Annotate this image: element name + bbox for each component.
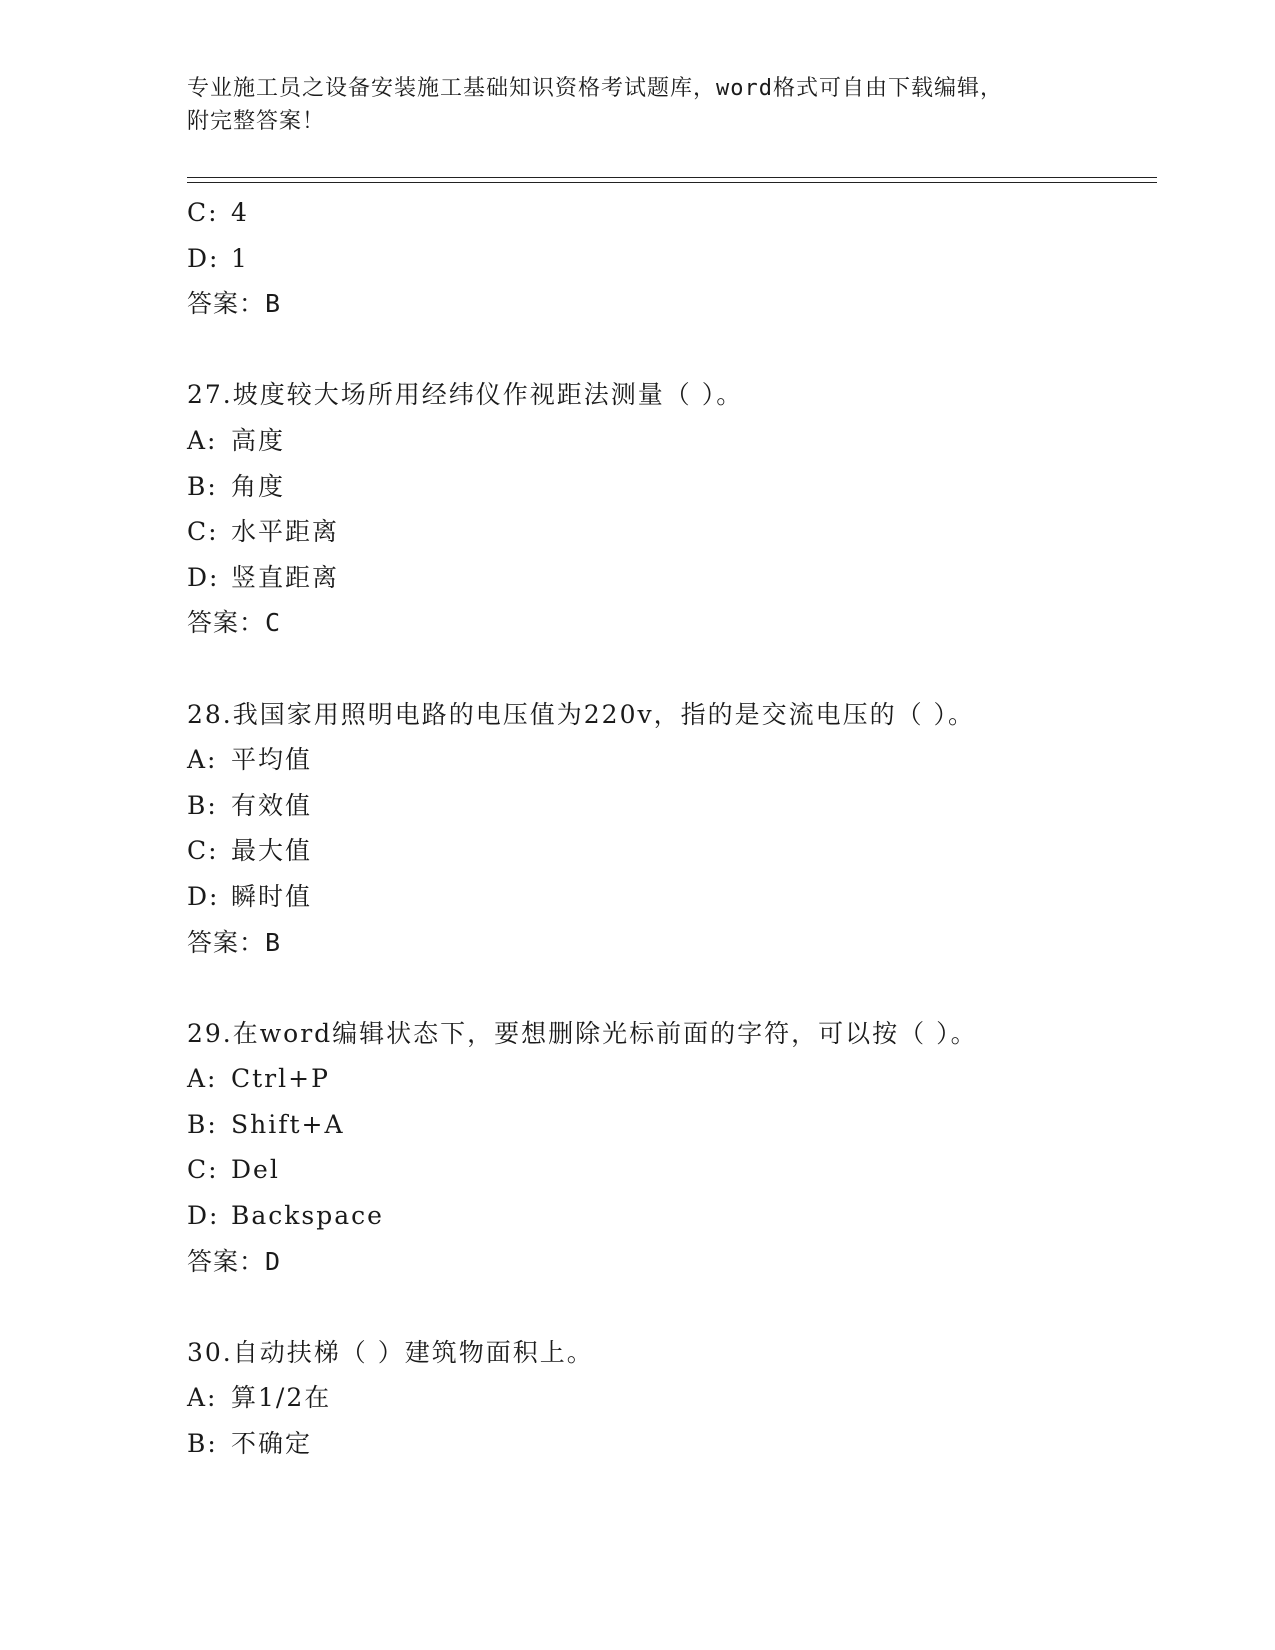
header-title-line-2: 附完整答案！ [187,109,326,134]
option-b [187,1102,1157,1148]
option-text: 竖直距离 [231,562,340,592]
option-b [187,1421,1157,1467]
option-a [187,737,1157,783]
option-a [187,1056,1157,1102]
answer-line: 答案：B [187,289,282,319]
option-label: A: [187,1064,218,1094]
option-label: A: [187,745,218,775]
question-gap [187,327,1157,373]
question-gap [187,646,1157,692]
option-text: 有效值 [231,790,313,820]
answer-line: 答案：C [187,608,282,638]
option-d [187,236,1157,282]
answer-line: 答案：D [187,1246,282,1276]
option-label: B: [187,790,218,820]
option-label: C: [187,198,219,227]
option-text: 1 [231,243,249,273]
option-label: B: [187,1109,218,1139]
option-a [187,1375,1157,1421]
option-b [187,783,1157,829]
option-c [187,1147,1157,1193]
document-header [187,72,1087,138]
option-text: Backspace [231,1201,384,1231]
option-label: A: [187,1383,218,1413]
option-text: 最大值 [231,836,313,866]
question-gap [187,1284,1157,1330]
answer-line: 答案：B [187,927,282,957]
option-text: 瞬时值 [231,881,313,911]
header-divider-bottom [187,182,1157,183]
option-label: D: [187,1201,220,1231]
option-label: B: [187,471,218,501]
option-text: 角度 [231,471,286,501]
option-text: 水平距离 [231,517,340,547]
question-list [187,190,1157,1467]
option-c [187,828,1157,874]
option-label: D: [187,881,220,911]
option-d [187,555,1157,601]
option-c [187,509,1157,555]
option-label: B: [187,1429,218,1459]
option-text: 高度 [231,425,286,455]
option-label: C: [187,836,219,866]
option-text: 不确定 [231,1429,313,1459]
option-text: Shift+A [231,1109,345,1139]
document-page [187,0,1157,1650]
option-label: C: [187,1155,219,1185]
option-text: Ctrl+P [231,1064,330,1094]
option-b [187,464,1157,510]
question-stem-29: 29.在word编辑状态下，要想删除光标前面的字符，可以按（ ）。 [187,1018,978,1048]
option-text: 4 [231,198,249,227]
option-c [187,190,1157,236]
option-label: A: [187,425,218,455]
question-stem-28: 28.我国家用照明电路的电压值为220v，指的是交流电压的（ ）。 [187,699,976,729]
option-d [187,874,1157,920]
option-d [187,1193,1157,1239]
option-text: Del [231,1155,280,1185]
option-text: 平均值 [231,745,313,775]
question-stem-30: 30.自动扶梯（ ）建筑物面积上。 [187,1337,594,1367]
option-label: C: [187,517,219,547]
question-gap [187,965,1157,1011]
header-title-line-1: 专业施工员之设备安装施工基础知识资格考试题库，word格式可自由下载编辑， [187,76,1003,101]
option-text: 算1/2在 [231,1383,332,1413]
header-divider-top [187,177,1157,178]
option-label: D: [187,243,220,273]
option-a [187,418,1157,464]
question-stem-27: 27.坡度较大场所用经纬仪作视距法测量（ ）。 [187,380,744,410]
option-label: D: [187,562,220,592]
